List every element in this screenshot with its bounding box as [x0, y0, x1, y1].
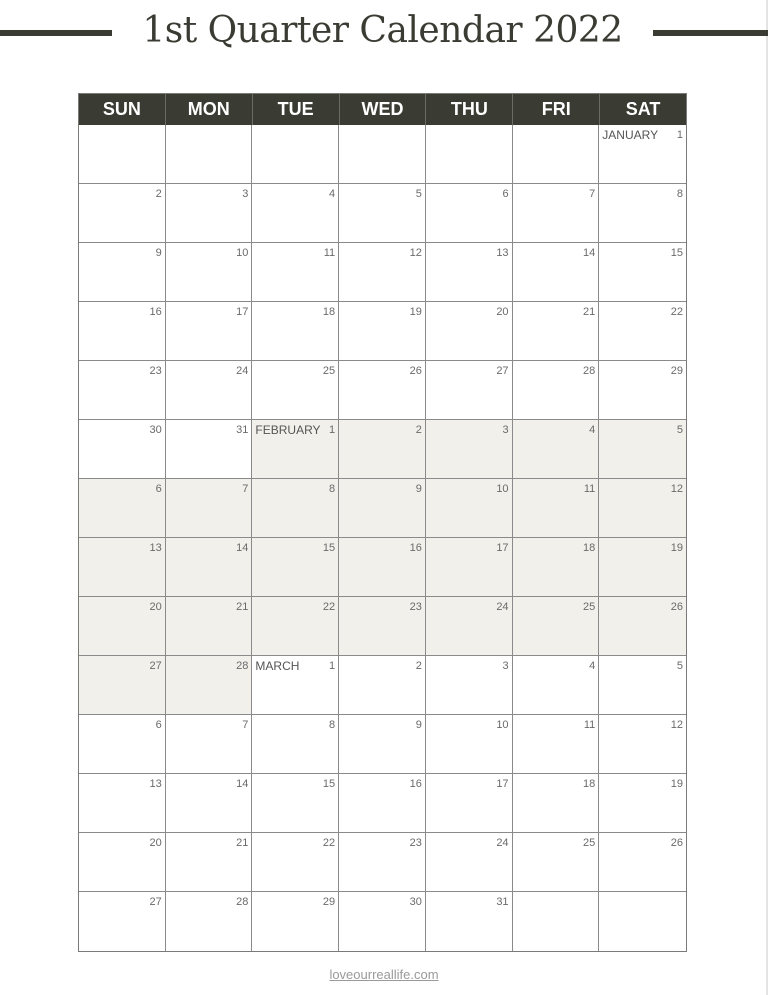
day-number: 23 — [409, 601, 422, 613]
day-cell — [513, 774, 600, 833]
day-number: 25 — [583, 601, 596, 613]
day-cell — [599, 774, 686, 833]
day-number: 8 — [329, 483, 336, 495]
day-number: 19 — [670, 778, 683, 790]
day-number: 24 — [496, 601, 509, 613]
day-cell — [599, 656, 686, 715]
day-number: 5 — [415, 188, 422, 200]
day-cell — [599, 597, 686, 656]
day-number: 17 — [496, 778, 509, 790]
day-cell — [426, 302, 513, 361]
day-cell — [166, 243, 253, 302]
day-cell — [166, 715, 253, 774]
day-number: 27 — [496, 365, 509, 377]
day-number: 29 — [322, 896, 336, 908]
day-cell — [426, 656, 513, 715]
day-number: 25 — [322, 365, 336, 377]
day-number: 11 — [583, 719, 596, 731]
weekday-label-sat: SAT — [625, 99, 661, 119]
day-number: 16 — [409, 778, 422, 790]
day-cell — [79, 243, 166, 302]
day-number: 15 — [670, 247, 683, 259]
day-cell — [513, 656, 600, 715]
day-cell — [513, 125, 600, 184]
weekday-label-fri: FRI — [513, 94, 600, 125]
day-cell — [252, 243, 339, 302]
day-cell — [339, 715, 426, 774]
day-cell — [599, 125, 686, 184]
weekday-header — [79, 94, 686, 125]
day-cell — [252, 892, 339, 951]
day-number: 5 — [676, 424, 683, 436]
day-number: 18 — [583, 542, 596, 554]
day-number: 14 — [236, 542, 249, 554]
day-cell — [513, 184, 600, 243]
day-number: 31 — [496, 896, 509, 908]
day-cell — [426, 243, 513, 302]
day-cell — [426, 833, 513, 892]
day-number: 18 — [322, 306, 336, 318]
day-number: 12 — [409, 247, 422, 259]
day-cell — [166, 479, 253, 538]
day-cell — [79, 774, 166, 833]
day-number: 9 — [415, 719, 422, 731]
day-cell — [166, 361, 253, 420]
day-cell — [599, 715, 686, 774]
day-number: 11 — [323, 247, 336, 259]
day-cell — [166, 833, 253, 892]
day-cell — [166, 892, 253, 951]
day-number: 14 — [236, 778, 249, 790]
day-number: 23 — [149, 365, 162, 377]
day-cell — [426, 538, 513, 597]
day-number: 19 — [670, 542, 683, 554]
day-cell — [513, 361, 600, 420]
day-number: 4 — [589, 660, 596, 672]
day-number: 5 — [676, 660, 683, 672]
day-number: 1 — [329, 424, 336, 436]
day-cell — [426, 125, 513, 184]
day-cell — [79, 361, 166, 420]
day-cell — [252, 184, 339, 243]
day-cell — [166, 597, 253, 656]
day-cell — [426, 774, 513, 833]
day-cell — [426, 361, 513, 420]
day-number: 10 — [496, 483, 509, 495]
day-number: 15 — [322, 542, 336, 554]
day-cell — [339, 361, 426, 420]
day-number: 2 — [155, 188, 162, 200]
day-cell — [339, 892, 426, 951]
day-grid — [79, 125, 686, 951]
day-cell — [79, 184, 166, 243]
day-number: 17 — [236, 306, 249, 318]
day-cell — [599, 479, 686, 538]
day-number: 13 — [149, 778, 162, 790]
day-number: 10 — [496, 719, 509, 731]
day-cell — [79, 302, 166, 361]
day-cell — [599, 892, 686, 951]
day-cell — [339, 833, 426, 892]
day-number: 26 — [670, 601, 683, 613]
day-cell — [339, 243, 426, 302]
day-number: 4 — [589, 424, 596, 436]
day-number: 29 — [670, 365, 683, 377]
day-cell — [339, 420, 426, 479]
day-number: 4 — [329, 188, 336, 200]
day-number: 22 — [670, 306, 683, 318]
day-cell — [252, 774, 339, 833]
day-number: 21 — [583, 306, 596, 318]
day-cell — [252, 479, 339, 538]
day-number: 7 — [242, 483, 249, 495]
day-cell — [513, 243, 600, 302]
day-number: 31 — [236, 424, 249, 436]
day-number: 16 — [409, 542, 422, 554]
day-number: 28 — [236, 660, 249, 672]
day-number: 19 — [409, 306, 422, 318]
month-label: JANUARY — [602, 128, 659, 142]
day-number: 22 — [322, 837, 336, 849]
day-number: 8 — [676, 188, 683, 200]
day-number: 1 — [676, 129, 683, 141]
day-cell — [79, 125, 166, 184]
day-cell — [79, 597, 166, 656]
day-number: 8 — [329, 719, 336, 731]
day-cell — [252, 656, 339, 715]
title-rule-left — [0, 30, 112, 36]
day-number: 27 — [149, 896, 162, 908]
day-number: 28 — [583, 365, 596, 377]
day-cell — [339, 125, 426, 184]
day-number: 28 — [236, 896, 249, 908]
day-number: 6 — [502, 188, 509, 200]
day-cell — [513, 538, 600, 597]
day-cell — [252, 715, 339, 774]
day-number: 21 — [236, 837, 249, 849]
weekday-label-wed: WED — [340, 94, 427, 125]
day-cell — [79, 479, 166, 538]
day-cell — [252, 420, 339, 479]
day-number: 24 — [236, 365, 249, 377]
day-cell — [166, 656, 253, 715]
day-number: 2 — [415, 424, 422, 436]
day-number: 20 — [149, 837, 162, 849]
day-cell — [513, 892, 600, 951]
weekday-label-sun: SUN — [79, 94, 166, 125]
day-number: 3 — [502, 424, 509, 436]
weekday-label-thu: THU — [426, 94, 513, 125]
day-cell — [252, 361, 339, 420]
day-number: 9 — [415, 483, 422, 495]
day-number: 16 — [149, 306, 162, 318]
day-cell — [426, 597, 513, 656]
day-cell — [599, 833, 686, 892]
day-number: 18 — [583, 778, 596, 790]
day-number: 30 — [149, 424, 162, 436]
day-cell — [426, 420, 513, 479]
day-number: 2 — [415, 660, 422, 672]
day-number: 23 — [409, 837, 422, 849]
day-number: 22 — [322, 601, 336, 613]
weekday-label-mon: MON — [166, 94, 253, 125]
day-cell — [513, 597, 600, 656]
day-cell — [339, 538, 426, 597]
day-cell — [599, 243, 686, 302]
day-cell — [513, 479, 600, 538]
day-cell — [79, 420, 166, 479]
day-number: 17 — [496, 542, 509, 554]
day-cell — [426, 892, 513, 951]
day-number: 20 — [149, 601, 162, 613]
day-number: 14 — [583, 247, 596, 259]
day-cell — [79, 833, 166, 892]
day-cell — [339, 656, 426, 715]
day-number: 3 — [242, 188, 249, 200]
day-number: 7 — [242, 719, 249, 731]
day-number: 13 — [496, 247, 509, 259]
day-number: 7 — [589, 188, 596, 200]
day-cell — [166, 302, 253, 361]
day-number: 12 — [670, 719, 683, 731]
day-cell — [339, 597, 426, 656]
day-number: 15 — [322, 778, 336, 790]
footer-link[interactable]: loveourreallife.com — [329, 967, 439, 982]
day-cell — [339, 184, 426, 243]
day-cell — [79, 715, 166, 774]
weekday-label-tue: TUE — [253, 94, 340, 125]
day-cell — [599, 361, 686, 420]
day-number: 26 — [409, 365, 422, 377]
day-number: 9 — [155, 247, 162, 259]
day-cell — [513, 715, 600, 774]
day-cell — [513, 420, 600, 479]
day-number: 27 — [149, 660, 162, 672]
day-cell — [599, 184, 686, 243]
page-title: 1st Quarter Calendar 2022 — [142, 10, 623, 51]
day-number: 25 — [583, 837, 596, 849]
day-cell — [339, 774, 426, 833]
day-number: 1 — [329, 660, 336, 672]
day-number: 30 — [409, 896, 422, 908]
day-cell — [426, 715, 513, 774]
day-number: 24 — [496, 837, 509, 849]
day-cell — [166, 420, 253, 479]
day-number: 6 — [155, 483, 162, 495]
day-cell — [166, 538, 253, 597]
day-number: 12 — [670, 483, 683, 495]
day-cell — [252, 538, 339, 597]
day-cell — [79, 538, 166, 597]
day-number: 11 — [583, 483, 596, 495]
day-cell — [252, 833, 339, 892]
day-cell — [79, 892, 166, 951]
day-cell — [166, 125, 253, 184]
day-number: 3 — [502, 660, 509, 672]
day-number: 26 — [670, 837, 683, 849]
day-number: 13 — [149, 542, 162, 554]
day-cell — [166, 774, 253, 833]
day-cell — [513, 833, 600, 892]
month-label: FEBRUARY — [255, 423, 321, 437]
calendar — [78, 93, 687, 952]
day-cell — [426, 479, 513, 538]
day-cell — [252, 302, 339, 361]
day-cell — [599, 538, 686, 597]
day-cell — [426, 184, 513, 243]
day-cell — [79, 656, 166, 715]
day-number: 21 — [236, 601, 249, 613]
day-cell — [599, 420, 686, 479]
day-number: 20 — [496, 306, 509, 318]
day-cell — [339, 479, 426, 538]
day-number: 10 — [236, 247, 249, 259]
title-rule-right — [653, 30, 768, 36]
month-label: MARCH — [255, 659, 300, 673]
day-cell — [252, 125, 339, 184]
day-number: 6 — [155, 719, 162, 731]
day-cell — [513, 302, 600, 361]
day-cell — [166, 184, 253, 243]
day-cell — [599, 302, 686, 361]
day-cell — [339, 302, 426, 361]
day-cell — [252, 597, 339, 656]
